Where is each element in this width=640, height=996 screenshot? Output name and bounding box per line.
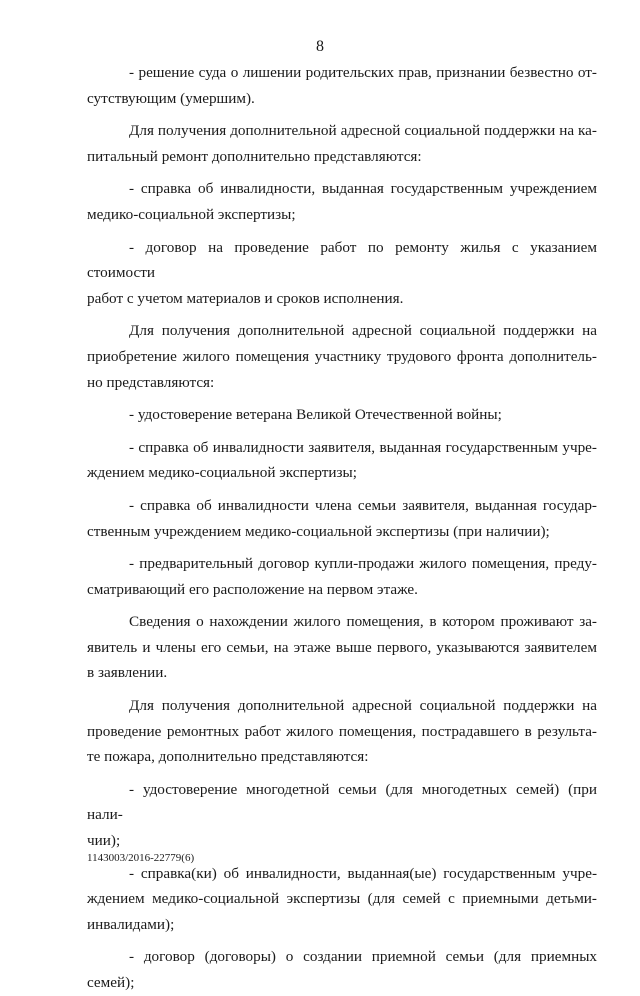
text-line: - справка(ки) об инвалидности, выданная(ые) государственным учре- bbox=[129, 864, 597, 882]
text-line: работ с учетом материалов и сроков исполнения. bbox=[87, 289, 404, 307]
text-line: явитель и члены его семьи, на этаже выше первого, указываются заявителем bbox=[87, 638, 597, 656]
paragraph-11 bbox=[87, 693, 597, 770]
text-line: питальный ремонт дополнительно представляются: bbox=[87, 147, 422, 165]
text-line: ждением медико-социальной экспертизы (для семей с приемными детьми- bbox=[87, 890, 597, 908]
text-line: ственным учреждением медико-социальной экспертизы (при наличии); bbox=[87, 522, 550, 540]
text-line: - справка об инвалидности члена семьи заявителя, выданная государ- bbox=[129, 496, 597, 514]
text-line: - справка об инвалидности заявителя, выданная государственным учре- bbox=[129, 438, 597, 456]
document-code: 1143003/2016-22779(6) bbox=[87, 852, 195, 864]
paragraph-14 bbox=[87, 944, 597, 995]
text-line: Для получения дополнительной адресной социальной поддержки на ка- bbox=[129, 122, 597, 140]
text-line: приобретение жилого помещения участнику трудового фронта дополнитель- bbox=[87, 347, 597, 365]
text-line: - справка об инвалидности, выданная государственным учреждением bbox=[129, 180, 597, 198]
text-line: - решение суда о лишении родительских прав, признании безвестно от- bbox=[129, 64, 597, 81]
text-line: сутствующим (умершим). bbox=[87, 89, 255, 107]
paragraph-4 bbox=[87, 235, 597, 312]
text-line: Сведения о нахождении жилого помещения, в котором проживают за- bbox=[129, 613, 597, 631]
paragraph-6 bbox=[87, 402, 597, 428]
text-line: Для получения дополнительной адресной социальной поддержки на bbox=[129, 322, 597, 340]
text-line: проведение ремонтных работ жилого помещения, пострадавшего в результа- bbox=[87, 722, 597, 740]
text-line: те пожара, дополнительно представляются: bbox=[87, 748, 369, 766]
paragraph-2 bbox=[87, 118, 597, 169]
text-line: - удостоверение многодетной семьи (для многодетных семей) (при нали- bbox=[87, 780, 597, 824]
text-line: чии); bbox=[87, 832, 121, 850]
text-line: ждением медико-социальной экспертизы; bbox=[87, 464, 357, 482]
paragraph-9 bbox=[87, 551, 597, 602]
paragraph-10 bbox=[87, 609, 597, 686]
text-line: сматривающий его расположение на первом этаже. bbox=[87, 580, 418, 598]
paragraph-12 bbox=[87, 777, 597, 854]
paragraph-13 bbox=[87, 861, 597, 938]
paragraph-8 bbox=[87, 493, 597, 544]
text-line: - договор на проведение работ по ремонту жилья с указанием стоимости bbox=[87, 238, 597, 282]
text-line: но представляются: bbox=[87, 373, 215, 391]
text-line: в заявлении. bbox=[87, 664, 168, 682]
paragraph-7 bbox=[87, 435, 597, 486]
text-line: Для получения дополнительной адресной социальной поддержки на bbox=[129, 697, 597, 715]
text-line: - удостоверение ветерана Великой Отечественной войны; bbox=[129, 406, 502, 424]
paragraph-3 bbox=[87, 176, 597, 227]
paragraph-5 bbox=[87, 318, 597, 395]
paragraph-1 bbox=[87, 60, 597, 111]
text-line: инвалидами); bbox=[87, 915, 175, 933]
text-line: - договор (договоры) о создании приемной семьи (для приемных семей); bbox=[87, 948, 597, 991]
text-line: - предварительный договор купли-продажи жилого помещения, преду- bbox=[129, 555, 597, 573]
text-line: медико-социальной экспертизы; bbox=[87, 205, 296, 223]
page-number: 8 bbox=[316, 38, 324, 55]
